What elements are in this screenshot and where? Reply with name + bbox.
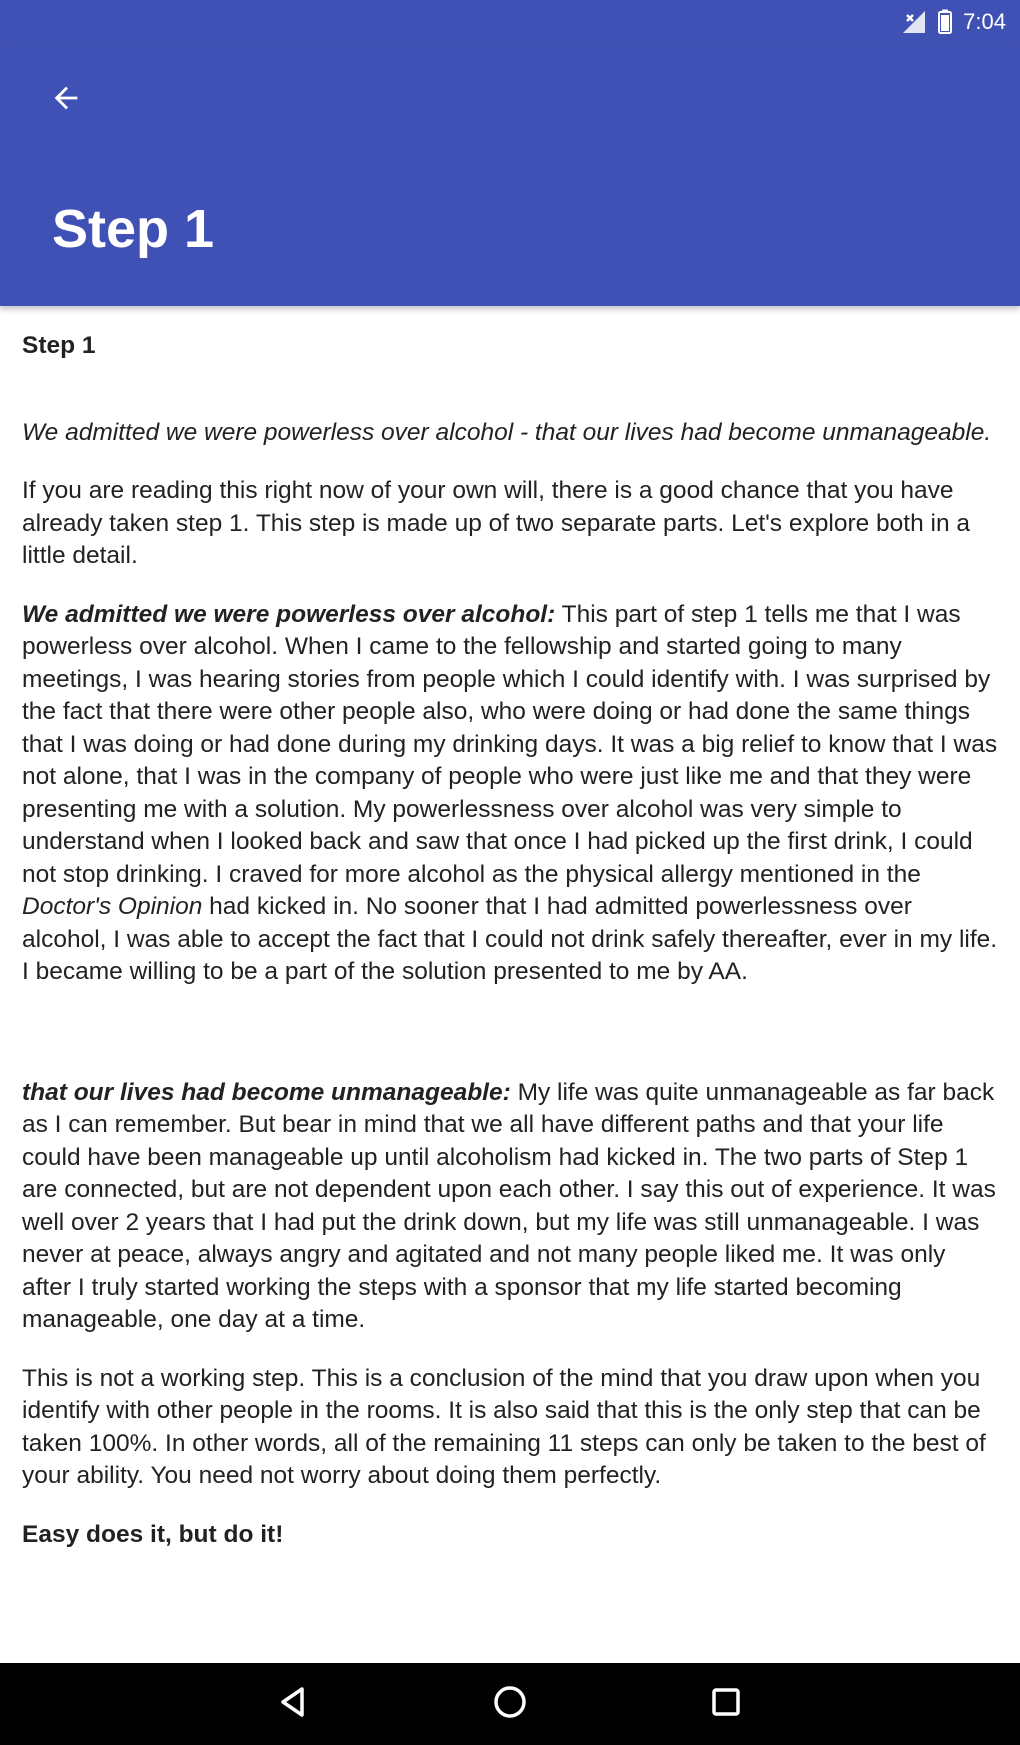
status-time: 7:04 [963,9,1006,34]
back-button[interactable] [34,68,98,132]
nav-home-button[interactable] [475,1669,545,1739]
nav-recents-icon [709,1685,743,1723]
app-bar [0,44,1020,306]
nav-recents-button[interactable] [691,1669,761,1739]
article-part-unmanageable [22,1077,1000,1337]
article-body [0,306,1020,1551]
article-intro: If you are reading this right now of your own will, there is a good chance that you have already taken step 1. This step is made up of two separate parts. Let's explore both in a little detail. [22,477,971,569]
status-icons [901,8,1006,36]
article-closing: Easy does it, but do it! [22,1520,284,1548]
part-powerless-text-end: had kicked in. No sooner that I had admitted powerlessness over alcohol, I was able to accept the fact that I could not drink safely thereafter, ever in my life. I became willing to be a part of the solution presented to me by AA. [22,893,998,985]
article-heading: Step 1 [22,332,96,359]
nav-home-icon [491,1683,529,1725]
status-bar [0,0,1020,44]
doctors-opinion-reference: Doctor's Opinion [22,893,203,920]
part-powerless-text: This part of step 1 tells me that I was powerless over alcohol. When I came to the fellowship and started going to many meetings, I was hearing stories from people which I could identify with. I was surprised by the fact that there were other people also, who were doing or had done the same things that I was doing or had done during my drinking days. It was a big relief to know that I was not alone, that I was in the company of people who were just like me and that they were presenting me with a solution. My powerlessness over alcohol was very simple to understand when I looked back and saw that once I had picked up the first drink, I could not stop drinking. I craved for more alcohol as the physical allergy mentioned in the [22,600,998,888]
arrow-back-icon [49,81,83,119]
nav-back-button[interactable] [259,1669,329,1739]
part-unmanageable-text: My life was quite unmanageable as far back as I can remember. But bear in mind that we all have different paths and that your life could have been manageable up until alcoholism had kicked in. The two parts of Step 1 are connected, but are not dependent upon each other. I say this out of experience. It was well over 2 years that I had put the drink down, but my life was still unmanageable. I was never at peace, always angry and agitated and not many people liked me. It was only after I truly started working the steps with a sponsor that my life started becoming manageable, one day at a time. [22,1078,996,1333]
article-part-powerless [22,599,1000,989]
page-title: Step 1 [52,199,215,259]
navigation-bar [0,1663,1020,1745]
article-conclusion: This is not a working step. This is a conclusion of the mind that you draw upon when you identify with other people in the rooms. It is also said that this is the only step that can be taken 100%. In other words, all of the remaining 11 steps can only be taken to the best of your ability. You need not worry about doing them perfectly. [22,1364,986,1489]
part-unmanageable-lead: that our lives had become unmanageable: [22,1078,511,1106]
nav-back-icon [276,1684,312,1724]
signal-icon [901,9,927,35]
article-scroll-view[interactable] [0,306,1020,1663]
part-powerless-lead: We admitted we were powerless over alcohol: [22,600,556,628]
article-tagline: We admitted we were powerless over alcohol - that our lives had become unmanageable. [22,418,992,446]
battery-icon [937,9,953,35]
